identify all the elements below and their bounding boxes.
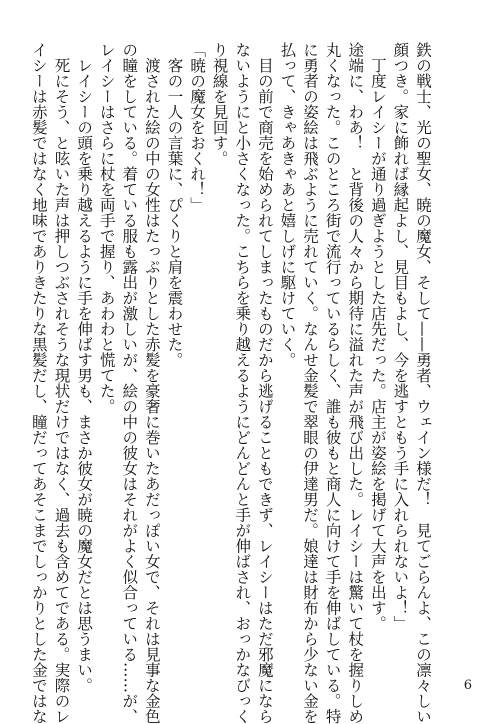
text-line: ないようにと小さくなった。こちらを乗り越えるようにどんどんと手が伸ばされ、おっかなびっく xyxy=(233,42,252,724)
text-line: 途端に、わあ！ と背後の人々から期待に溢れた声が飛び出した。レイシーは驚いて杖を握りしめ xyxy=(346,42,365,724)
text-line: に勇者の姿絵は飛ぶように売れていく。なんせ金髪で翠眼の伊達男だ。娘達は財布から少ない金を xyxy=(301,42,320,724)
text-line: レイシーの頭を乗り越えるように手を伸ばす男も、まさか彼女が暁の魔女だとは思うまい。 xyxy=(75,42,94,693)
text-line: 丁度レイシーが通り過ぎようとした店先だった。店主が姿絵を掲げて大声を出す。 xyxy=(368,42,387,631)
text-line: イシーは赤髪ではなく地味でありきたりな黒髪だし、瞳だってあそこまでしっかりとした金ではな xyxy=(29,42,48,724)
text-line: 目の前で商売を始められてしまったものだから逃げることもできず、レイシーはただ邪魔になら xyxy=(255,42,274,724)
text-line: 顔つき。家に飾れば縁起よし、見目もよし、今を逃すともう手に入れられないよ！」 xyxy=(391,42,410,631)
text-line: 払って、きゃあきゃあと嬉しげに駆けていく。 xyxy=(278,42,297,368)
text-line: 鉄の戦士、光の聖女、暁の魔女、そして——勇者、ウェイン様だ！ 見てごらんよ、この凛々しい xyxy=(414,42,432,724)
text-line: 渡された絵の中の女性はたっぷりとした赤髪を豪奢に巻いたあだっぽい女で、それは見事な金色 xyxy=(142,42,161,724)
text-line: の瞳をしている。着ている服も露出が激しいが、絵の中の彼女はそれがよく似合っている……が、 xyxy=(120,42,139,724)
text-line: 丸くなった。このところ街で流行っているらしく、誰も彼もと商人に向けて手を伸ばしている。特 xyxy=(323,42,342,724)
text-line: 「暁の魔女をおくれ！」 xyxy=(188,42,207,213)
text-line: 死にそう、と呟いた声は押しつぶされそうな現状だけではなく、過去も含めてである。実際のレ xyxy=(52,42,71,724)
page-number: 6 xyxy=(463,678,472,693)
text-line: 客の一人の言葉に、ぴくりと肩を震わせた。 xyxy=(165,42,184,368)
body-text xyxy=(29,42,434,724)
text-line: り視線を見回す。 xyxy=(210,42,229,166)
text-line: レイシーはさらに杖を両手で握り、あわわと慌てた。 xyxy=(97,42,116,414)
